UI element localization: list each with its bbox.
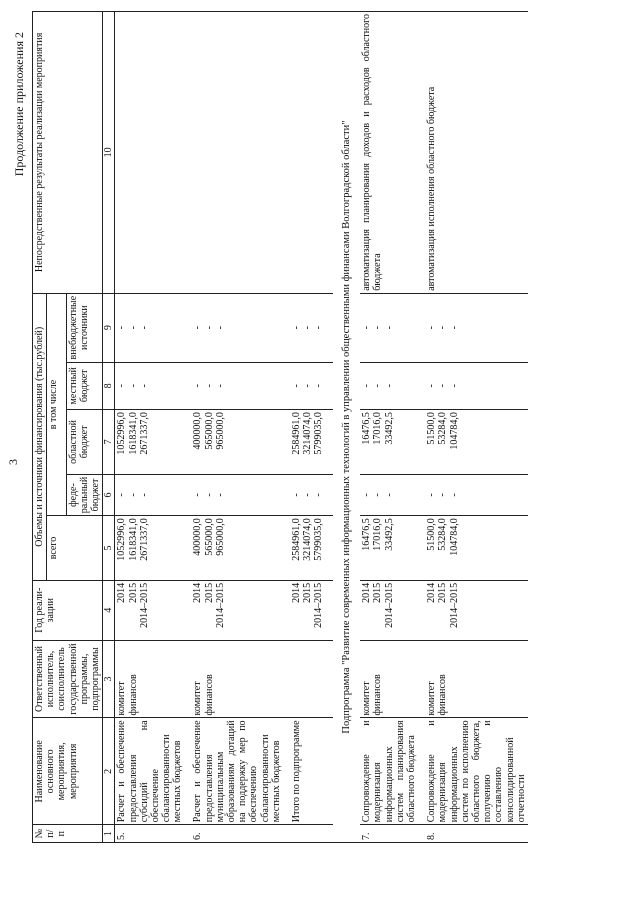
column-number: 2 xyxy=(103,718,115,825)
page-number: 3 xyxy=(6,459,20,465)
col-total-header: всего xyxy=(47,516,103,581)
row-name: Сопровождение и модернизация информационных систем планирования областного бюджета xyxy=(360,718,425,825)
row-years: 2014 2015 2014–2015 xyxy=(290,582,325,628)
row-total: 400000,0 565000,0 965000,0 xyxy=(192,518,226,556)
col-result-header: Непосредственные результаты реализации мероприятия xyxy=(33,12,103,294)
column-number: 9 xyxy=(103,293,115,362)
row-years: 2014 2015 2014–2015 xyxy=(192,582,226,628)
table-row xyxy=(115,12,192,843)
row-number: 7. xyxy=(360,825,425,843)
row-federal: - - - xyxy=(290,493,325,497)
col-no-header: № п/п xyxy=(33,825,103,843)
row-federal: - - - xyxy=(426,493,460,497)
row-extrabudget: - - - xyxy=(192,325,226,330)
row-federal: - - - xyxy=(361,493,395,497)
col-including-header: в том числе xyxy=(47,293,66,515)
row-extrabudget: - - - xyxy=(361,325,395,330)
row-responsible: комитет финансов xyxy=(360,640,425,718)
row-name: Сопровождение и модернизация информационных систем по исполнению областного бюджета, получению и составлению консолидированной отчетности xyxy=(425,718,528,825)
row-total: 2584961,0 3214074,0 5799035,0 xyxy=(290,518,325,561)
row-number xyxy=(290,825,333,843)
row-result xyxy=(290,12,333,294)
row-years: 2014 2015 2014–2015 xyxy=(361,582,395,628)
column-number: 3 xyxy=(103,640,115,718)
table-row-total xyxy=(290,12,333,843)
row-number: 8. xyxy=(425,825,528,843)
row-local: - - - xyxy=(116,384,150,388)
row-local: - - - xyxy=(192,384,226,388)
row-extrabudget: - - - xyxy=(426,325,460,330)
row-regional: 16476,5 17016,0 33492,5 xyxy=(361,412,395,445)
funding-table xyxy=(32,11,528,843)
column-number: 6 xyxy=(103,474,115,516)
column-number: 7 xyxy=(103,410,115,475)
column-number: 4 xyxy=(103,580,115,640)
subprogram-title: Подпрограмма "Развитие современных информационных технологий в управлении общественными финансами Волгоградской области" xyxy=(333,12,361,843)
col-ext-header: внебюджетные источники xyxy=(66,293,103,362)
row-local: - - - xyxy=(290,384,325,388)
row-local: - - - xyxy=(426,384,460,388)
row-name: Расчет и обеспечение предоставления муниципальным образованиям дотаций на поддержку мер по обеспечению сбалансированности местных бюджетов xyxy=(191,718,290,825)
column-number: 1 xyxy=(103,825,115,843)
row-name: Расчет и обеспечение предоставления субсидий на обеспечение сбалансированности местных бюджетов xyxy=(115,718,192,825)
row-regional: 1052996,0 1618341,0 2671337,0 xyxy=(116,412,150,455)
row-total: 1052996,0 1618341,0 2671337,0 xyxy=(116,518,150,561)
col-reg-header: областной бюджет xyxy=(66,410,103,475)
column-number: 5 xyxy=(103,516,115,581)
row-responsible: комитет финансов xyxy=(425,640,528,718)
column-number-row xyxy=(103,12,115,843)
table-row xyxy=(425,12,528,843)
subprogram-row xyxy=(333,12,361,843)
table-row xyxy=(360,12,425,843)
col-loc-header: местный бюджет xyxy=(66,362,103,410)
row-responsible xyxy=(290,640,333,718)
row-result xyxy=(115,12,192,294)
row-extrabudget: - - - xyxy=(290,325,325,330)
row-regional: 400000,0 565000,0 965000,0 xyxy=(192,412,226,450)
row-result xyxy=(191,12,290,294)
table-row xyxy=(191,12,290,843)
row-regional: 2584961,0 3214074,0 5799035,0 xyxy=(290,412,325,455)
col-fed-header: феде-ральный бюджет xyxy=(66,474,103,516)
row-years: 2014 2015 2014–2015 xyxy=(426,582,460,628)
row-years: 2014 2015 2014–2015 xyxy=(116,582,150,628)
row-regional: 51500,0 53284,0 104784,0 xyxy=(426,412,460,450)
col-name-header: Наименование основного мероприятия, мероприятия xyxy=(33,718,103,825)
row-total: 51500,0 53284,0 104784,0 xyxy=(426,518,460,556)
row-number: 5. xyxy=(115,825,192,843)
col-funding-header: Объемы и источники финансирования (тыс.рублей) xyxy=(33,293,47,580)
row-federal: - - - xyxy=(192,493,226,497)
col-year-header: Год реали-зации xyxy=(33,580,103,640)
row-number: 6. xyxy=(191,825,290,843)
row-name: Итого по подпрограмме xyxy=(290,718,333,825)
appendix-title: Продолжение приложения 2 xyxy=(12,32,26,177)
column-number: 10 xyxy=(103,12,115,294)
col-resp-header: Ответственный исполнитель, соисполнитель государственной программы, подпрограммы xyxy=(33,640,103,718)
row-extrabudget: - - - xyxy=(116,325,150,330)
column-number: 8 xyxy=(103,362,115,410)
row-result: автоматизация исполнения областного бюджета xyxy=(425,12,528,294)
row-responsible: комитет финансов xyxy=(191,640,290,718)
row-responsible: комитет финансов xyxy=(115,640,192,718)
row-result: автоматизация планирования доходов и расходов областного бюджета xyxy=(360,12,425,294)
row-total: 16476,5 17016,0 33492,5 xyxy=(361,518,395,551)
row-federal: - - - xyxy=(116,493,150,497)
row-local: - - - xyxy=(361,384,395,388)
